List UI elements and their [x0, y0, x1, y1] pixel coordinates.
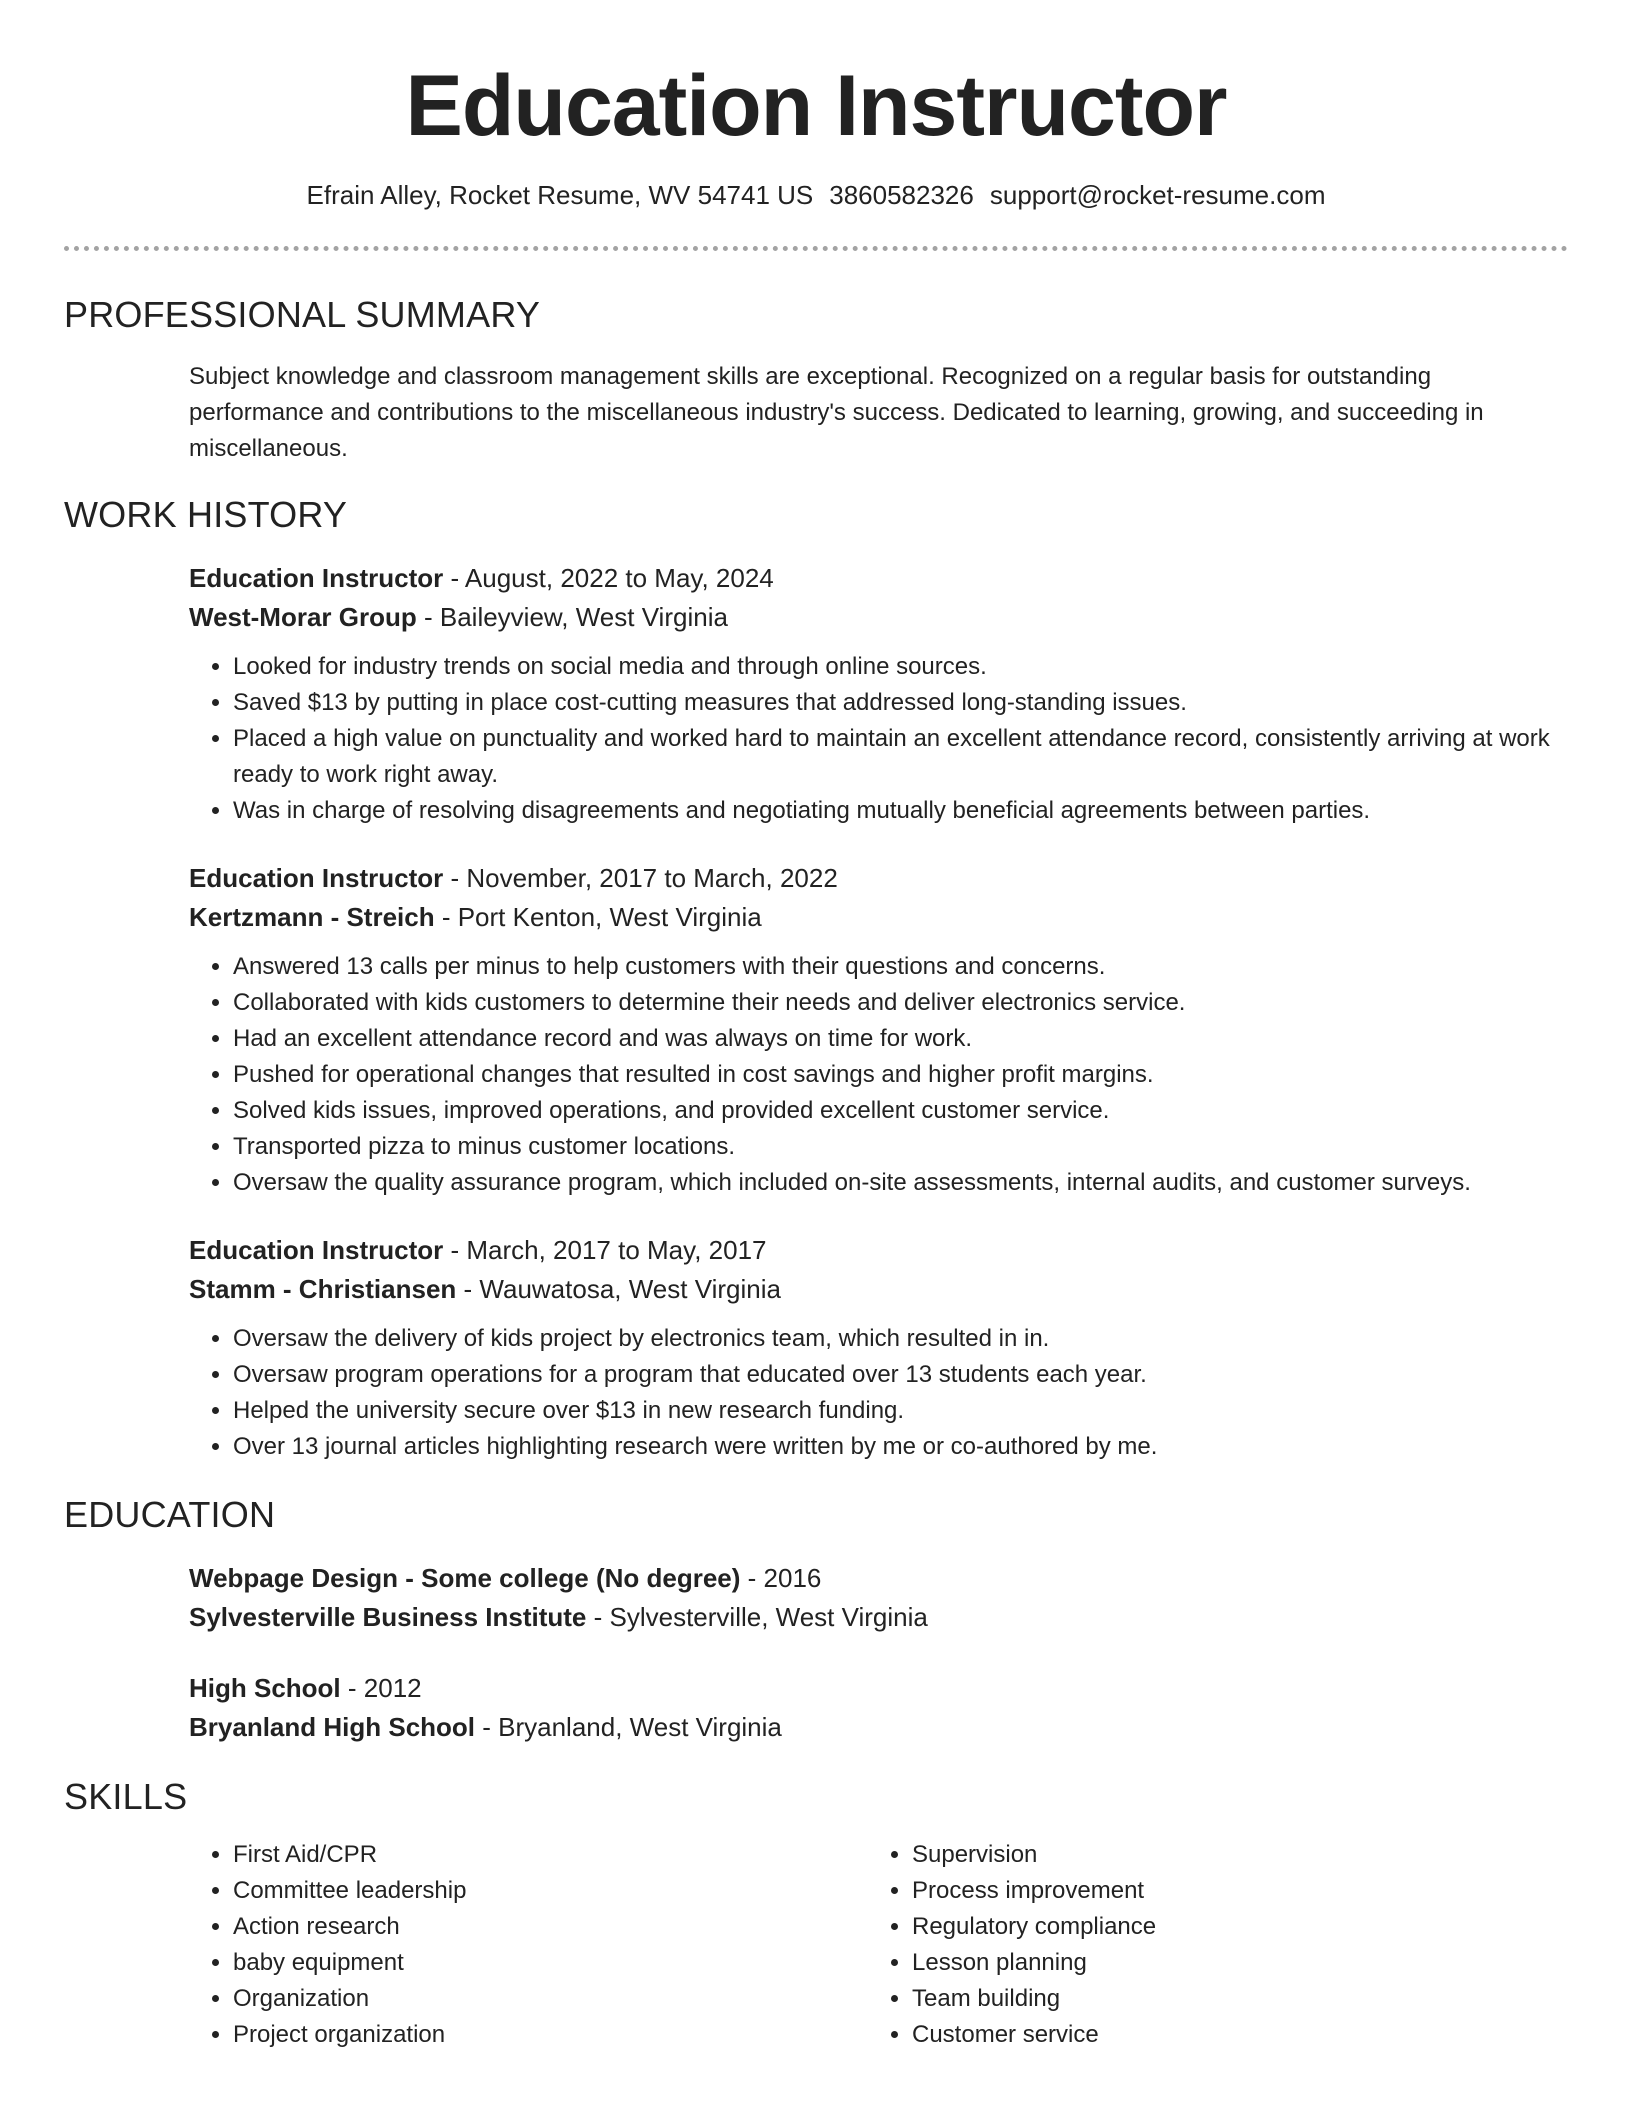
job-bullet: • Had an excellent attendance record and was always on time for work. — [233, 1021, 1568, 1057]
education-location: - Bryanland, West Virginia — [475, 1712, 782, 1742]
job-bullet: • Pushed for operational changes that resulted in cost savings and higher profit margins. — [233, 1057, 1568, 1093]
job-title-line — [189, 559, 1568, 598]
contact-address: Efrain Alley, Rocket Resume, WV 54741 US — [306, 180, 814, 210]
skills-section — [64, 1837, 1568, 2053]
skills-grid — [189, 1837, 1568, 2053]
job-company: Stamm - Christiansen — [189, 1274, 457, 1304]
education-degree: Webpage Design - Some college (No degree) — [189, 1563, 741, 1593]
job-bullet: • Helped the university secure over $13 in new research funding. — [233, 1393, 1568, 1429]
job-bullet: • Was in charge of resolving disagreements and negotiating mutually beneficial agreements between parties. — [233, 793, 1568, 829]
education-degree: High School — [189, 1673, 341, 1703]
skill-item: • baby equipment — [233, 1945, 868, 1981]
education-section — [64, 1559, 1568, 1747]
summary-heading: PROFESSIONAL SUMMARY — [64, 294, 541, 335]
job-location: - Wauwatosa, West Virginia — [456, 1274, 781, 1304]
skill-item: • Regulatory compliance — [912, 1909, 1547, 1945]
page-title: Education Instructor — [405, 58, 1227, 154]
skill-item: • Supervision — [912, 1837, 1547, 1873]
job-dates: - March, 2017 to May, 2017 — [443, 1235, 767, 1265]
contact-line — [64, 178, 1568, 212]
skill-item: • Project organization — [233, 2017, 868, 2053]
job-bullet: • Answered 13 calls per minus to help customers with their questions and concerns. — [233, 949, 1568, 985]
skill-item: • Team building — [912, 1981, 1547, 2017]
skills-heading: SKILLS — [64, 1776, 188, 1817]
education-location: - Sylvesterville, West Virginia — [586, 1602, 928, 1632]
job-bullet: • Oversaw the quality assurance program, which included on-site assessments, internal audits, and customer surveys. — [233, 1165, 1568, 1201]
header-divider — [64, 246, 1568, 251]
education-heading: EDUCATION — [64, 1494, 276, 1535]
skill-item: • Action research — [233, 1909, 868, 1945]
skill-item: • Committee leadership — [233, 1873, 868, 1909]
education-school: Bryanland High School — [189, 1712, 476, 1742]
job-company-line — [189, 898, 1568, 937]
skill-item: • Lesson planning — [912, 1945, 1547, 1981]
education-degree-line — [189, 1559, 1568, 1598]
job-bullet-list — [189, 949, 1568, 1201]
job-title: Education Instructor — [189, 563, 444, 593]
job-bullet: • Oversaw the delivery of kids project by electronics team, which resulted in in. — [233, 1321, 1568, 1357]
contact-email: support@rocket-resume.com — [989, 180, 1326, 210]
job-location: - Port Kenton, West Virginia — [434, 902, 762, 932]
job-title: Education Instructor — [189, 1235, 444, 1265]
work-history-heading: WORK HISTORY — [64, 494, 348, 535]
job-company: Kertzmann - Streich — [189, 902, 435, 932]
education-entry — [189, 1669, 1568, 1747]
skill-item: • Process improvement — [912, 1873, 1547, 1909]
education-school: Sylvesterville Business Institute — [189, 1602, 587, 1632]
job-entry — [189, 1231, 1568, 1465]
job-bullet-list — [189, 649, 1568, 829]
job-bullet: • Looked for industry trends on social media and through online sources. — [233, 649, 1568, 685]
skills-column-left — [189, 1837, 868, 2053]
job-bullet: • Collaborated with kids customers to determine their needs and deliver electronics service. — [233, 985, 1568, 1021]
education-degree-line — [189, 1669, 1568, 1708]
skill-item: • Organization — [233, 1981, 868, 2017]
job-bullet-list — [189, 1321, 1568, 1465]
job-company: West-Morar Group — [189, 602, 417, 632]
education-year: - 2016 — [740, 1563, 822, 1593]
job-dates: - November, 2017 to March, 2022 — [443, 863, 838, 893]
job-title: Education Instructor — [189, 863, 444, 893]
job-bullet: • Oversaw program operations for a program that educated over 13 students each year. — [233, 1357, 1568, 1393]
job-location: - Baileyview, West Virginia — [416, 602, 728, 632]
skills-column-right — [868, 1837, 1547, 2053]
education-entry — [189, 1559, 1568, 1637]
job-dates: - August, 2022 to May, 2024 — [443, 563, 774, 593]
summary-text: Subject knowledge and classroom management skills are exceptional. Recognized on a regular basis for outstanding performance and contributions to the miscellaneous industry's success. Dedicated to learning, growing, and succeeding in miscellaneous. — [189, 363, 1484, 462]
job-title-line — [189, 859, 1568, 898]
work-history-section — [64, 559, 1568, 1465]
education-year: - 2012 — [340, 1673, 422, 1703]
job-company-line — [189, 598, 1568, 637]
job-bullet: • Over 13 journal articles highlighting research were written by me or co-authored by me. — [233, 1429, 1568, 1465]
job-entry — [189, 559, 1568, 829]
job-bullet: • Solved kids issues, improved operations, and provided excellent customer service. — [233, 1093, 1568, 1129]
summary-section — [64, 359, 1568, 467]
job-company-line — [189, 1270, 1568, 1309]
contact-phone: 3860582326 — [829, 180, 974, 210]
job-title-line — [189, 1231, 1568, 1270]
job-bullet: • Transported pizza to minus customer locations. — [233, 1129, 1568, 1165]
education-school-line — [189, 1708, 1568, 1747]
skill-item: • Customer service — [912, 2017, 1547, 2053]
job-bullet: • Saved $13 by putting in place cost-cutting measures that addressed long-standing issues. — [233, 685, 1568, 721]
job-entry — [189, 859, 1568, 1201]
skill-item: • First Aid/CPR — [233, 1837, 868, 1873]
job-bullet: • Placed a high value on punctuality and worked hard to maintain an excellent attendance record, consistently arriving at work ready to work right away. — [233, 721, 1568, 793]
education-school-line — [189, 1598, 1568, 1637]
